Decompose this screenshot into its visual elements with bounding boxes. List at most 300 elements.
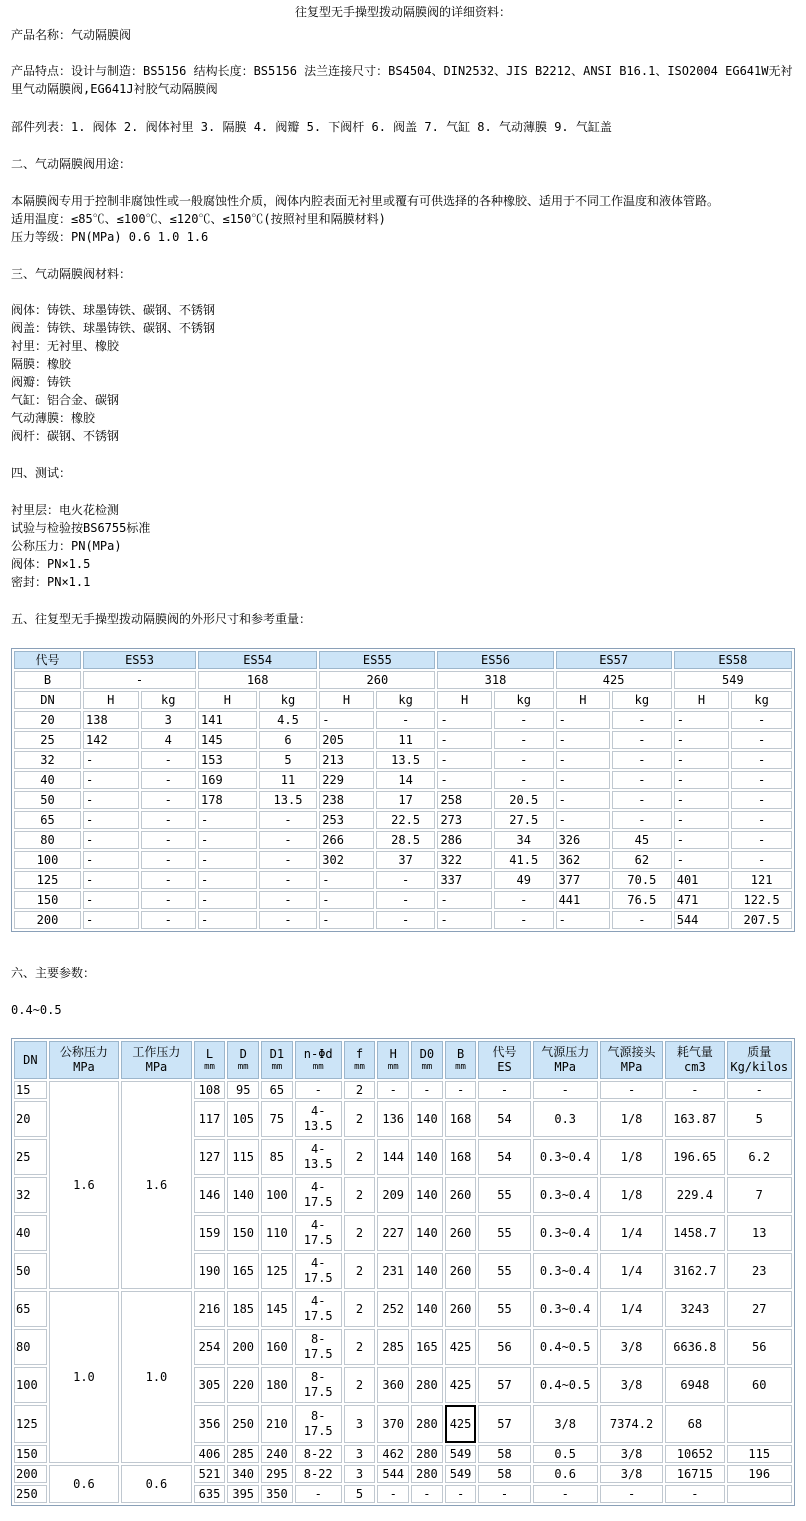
value-cell: 3/8 [600, 1445, 663, 1463]
col-l [194, 1041, 226, 1079]
value-cell: - [674, 791, 730, 809]
value-cell: 6.2 [727, 1139, 793, 1175]
value-cell: 165 [411, 1329, 443, 1365]
value-cell: - [141, 791, 197, 809]
value-cell: 10652 [665, 1445, 724, 1463]
value-cell: - [83, 911, 139, 929]
usage-text: 本隔膜阀专用于控制非腐蚀性或一般腐蚀性介质，阀体内腔表面无衬里或覆有可供选择的各种橡胶、适用于不同工作温度和液体管路。 [11, 194, 720, 208]
dn-cell: 20 [14, 711, 81, 729]
value-cell: - [600, 1081, 663, 1099]
value-cell: 401 [674, 871, 730, 889]
value-cell: 108 [194, 1081, 226, 1099]
value-cell: 209 [377, 1177, 409, 1213]
value-cell: - [731, 791, 792, 809]
value-cell: - [83, 831, 139, 849]
dn-cell: 80 [14, 831, 81, 849]
h-label: H [556, 691, 610, 709]
material-item: 阀盖：铸铁、球墨铸铁、碳钢、不锈钢 [11, 321, 216, 335]
dn-cell: 25 [14, 1139, 47, 1175]
value-cell: 1/8 [600, 1177, 663, 1213]
section-3-heading: 三、气动隔膜阀材料： [11, 267, 132, 281]
value-cell: 138 [83, 711, 139, 729]
h-label: H [437, 691, 491, 709]
value-cell: 117 [194, 1101, 226, 1137]
value-cell: 140 [411, 1215, 443, 1251]
value-cell: 146 [194, 1177, 226, 1213]
value-cell: 207.5 [731, 911, 792, 929]
value-cell: 17 [376, 791, 436, 809]
value-cell: 7374.2 [600, 1405, 663, 1443]
material-item: 阀瓣：铸铁 [11, 375, 72, 389]
value-cell: 280 [411, 1405, 443, 1443]
code-cell: ES58 [674, 651, 792, 669]
table-row [14, 871, 792, 889]
value-cell: 2 [344, 1139, 376, 1175]
dn-cell: 100 [14, 851, 81, 869]
value-cell: 4-17.5 [295, 1177, 342, 1213]
value-cell: 231 [377, 1253, 409, 1289]
main-parameters-table [11, 1038, 795, 1506]
value-cell: - [437, 891, 491, 909]
value-cell: - [319, 871, 373, 889]
product-name: 产品名称：气动隔膜阀 [11, 28, 132, 42]
value-cell: 4-17.5 [295, 1215, 342, 1251]
b-label: B [14, 671, 81, 689]
header-unit: mm [421, 1062, 433, 1072]
value-cell: - [83, 771, 139, 789]
value-cell: 2 [344, 1367, 376, 1403]
test-item: 公称压力：PN(MPa) [11, 539, 122, 553]
value-cell: 340 [227, 1465, 259, 1483]
table-row [14, 811, 792, 829]
value-cell: 0.3~0.4 [533, 1253, 598, 1289]
value-cell: 56 [727, 1329, 793, 1365]
dn-cell: 20 [14, 1101, 47, 1137]
table-row [14, 1081, 792, 1099]
value-cell: 406 [194, 1445, 226, 1463]
value-cell: 0.4~0.5 [533, 1367, 598, 1403]
value-cell: - [295, 1485, 342, 1503]
value-cell: - [556, 811, 610, 829]
value-cell: 159 [194, 1215, 226, 1251]
value-cell: 85 [261, 1139, 293, 1175]
value-cell: 11 [376, 731, 436, 749]
value-cell: 4-13.5 [295, 1139, 342, 1175]
value-cell: 0.6 [533, 1465, 598, 1483]
value-cell: - [727, 1081, 793, 1099]
b-cell: 318 [437, 671, 553, 689]
nominal-pressure-cell: 1.6 [49, 1081, 120, 1289]
value-cell: 76.5 [612, 891, 672, 909]
value-cell: 14 [376, 771, 436, 789]
value-cell: 285 [377, 1329, 409, 1365]
value-cell: 250 [227, 1405, 259, 1443]
nominal-pressure-cell: 0.6 [49, 1465, 120, 1503]
value-cell: 254 [194, 1329, 226, 1365]
header-unit: mm [204, 1062, 215, 1072]
value-cell: - [376, 711, 436, 729]
col-f [344, 1041, 376, 1079]
value-cell: - [478, 1081, 530, 1099]
test-item: 衬里层：电火花检测 [11, 503, 120, 517]
value-cell: 253 [319, 811, 373, 829]
test-item: 阀体：PN×1.5 [11, 557, 91, 571]
value-cell: - [445, 1081, 477, 1099]
value-cell: 5 [259, 751, 318, 769]
value-cell: - [319, 891, 373, 909]
value-cell: - [612, 791, 672, 809]
section-6-heading: 六、主要参数： [11, 966, 96, 980]
dn-cell: 150 [14, 1445, 47, 1463]
col-d1 [261, 1041, 293, 1079]
col-nominal-pressure [49, 1041, 120, 1079]
value-cell: 8-22 [295, 1445, 342, 1463]
value-cell: 3 [344, 1465, 376, 1483]
section-2-heading: 二、气动隔膜阀用途： [11, 157, 132, 171]
header-unit: Kg/kilos [730, 1060, 789, 1074]
value-cell: 140 [411, 1291, 443, 1327]
value-cell: - [198, 911, 257, 929]
value-cell: 56 [478, 1329, 530, 1365]
code-cell: ES54 [198, 651, 317, 669]
value-cell: 145 [198, 731, 257, 749]
dn-cell: 32 [14, 751, 81, 769]
value-cell: 0.3~0.4 [533, 1177, 598, 1213]
dn-cell: 25 [14, 731, 81, 749]
header-unit: mm [312, 1062, 324, 1072]
value-cell: 5 [344, 1485, 376, 1503]
value-cell: 635 [194, 1485, 226, 1503]
table-row [14, 851, 792, 869]
header-row [14, 1041, 792, 1079]
col-h [377, 1041, 409, 1079]
value-cell: - [437, 711, 491, 729]
col-mass [727, 1041, 793, 1079]
value-cell: 521 [194, 1465, 226, 1483]
value-cell: - [83, 891, 139, 909]
value-cell: 252 [377, 1291, 409, 1327]
dn-cell: 15 [14, 1081, 47, 1099]
value-cell: 142 [83, 731, 139, 749]
value-cell: 125 [261, 1253, 293, 1289]
dn-cell: 40 [14, 1215, 47, 1251]
value-cell: - [437, 911, 491, 929]
table-row [14, 751, 792, 769]
header-unit: MPa [554, 1060, 577, 1074]
col-n-phid [295, 1041, 342, 1079]
value-cell: - [556, 911, 610, 929]
b-cell: - [83, 671, 196, 689]
table-row [14, 1465, 792, 1483]
value-cell: 210 [261, 1405, 293, 1443]
value-cell: 260 [445, 1253, 477, 1289]
value-cell: 13.5 [259, 791, 318, 809]
value-cell: 127 [194, 1139, 226, 1175]
value-cell: 2 [344, 1215, 376, 1251]
value-cell: 8-17.5 [295, 1367, 342, 1403]
material-item: 衬里：无衬里、橡胶 [11, 339, 120, 353]
value-cell: 302 [319, 851, 373, 869]
header-label: 代号 [492, 1045, 517, 1059]
value-cell: - [674, 831, 730, 849]
value-cell: 2 [344, 1291, 376, 1327]
value-cell: - [198, 831, 257, 849]
value-cell: 258 [437, 791, 491, 809]
value-cell: - [141, 851, 197, 869]
value-cell: 549 [445, 1465, 477, 1483]
value-cell: 326 [556, 831, 610, 849]
value-cell: 425 [445, 1367, 477, 1403]
header-label: D1 [269, 1047, 285, 1061]
col-air-joint [600, 1041, 663, 1079]
value-cell: 5 [727, 1101, 793, 1137]
value-cell: 115 [727, 1445, 793, 1463]
value-cell: 150 [227, 1215, 259, 1251]
value-cell: 23 [727, 1253, 793, 1289]
value-cell: 140 [411, 1253, 443, 1289]
value-cell: 7 [727, 1177, 793, 1213]
test-item: 试验与检验按BS6755标准 [11, 521, 151, 535]
table-row [14, 911, 792, 929]
value-cell: - [198, 891, 257, 909]
header-unit: mm [271, 1062, 283, 1072]
test-item: 密封：PN×1.1 [11, 575, 91, 589]
value-cell: 168 [445, 1139, 477, 1175]
header-label: 气源压力 [541, 1045, 590, 1059]
dn-cell: 100 [14, 1367, 47, 1403]
col-d0 [411, 1041, 443, 1079]
value-cell: 55 [478, 1253, 530, 1289]
value-cell: 205 [319, 731, 373, 749]
value-cell: 13 [727, 1215, 793, 1251]
value-cell: 3/8 [533, 1405, 598, 1443]
material-item: 隔膜：橡胶 [11, 357, 72, 371]
header-unit: mm [237, 1062, 249, 1072]
value-cell: 286 [437, 831, 491, 849]
value-cell: - [141, 891, 197, 909]
value-cell: 196.65 [665, 1139, 724, 1175]
value-cell: 60 [727, 1367, 793, 1403]
value-cell: - [612, 771, 672, 789]
value-cell: - [259, 851, 318, 869]
dn-cell: 65 [14, 1291, 47, 1327]
unit-row [14, 691, 792, 709]
col-air-consumption [665, 1041, 724, 1079]
value-cell: 95 [227, 1081, 259, 1099]
value-cell: 70.5 [612, 871, 672, 889]
value-cell: 58 [478, 1445, 530, 1463]
h-label: H [198, 691, 257, 709]
value-cell: 141 [198, 711, 257, 729]
table-row [14, 791, 792, 809]
value-cell: 220 [227, 1367, 259, 1403]
value-cell: 240 [261, 1445, 293, 1463]
value-cell: - [319, 911, 373, 929]
value-cell: 462 [377, 1445, 409, 1463]
value-cell: 8-17.5 [295, 1329, 342, 1365]
working-pressure-cell: 1.6 [121, 1081, 192, 1289]
value-cell: - [259, 831, 318, 849]
value-cell: 3 [141, 711, 197, 729]
header-label: 工作压力 [132, 1045, 181, 1059]
value-cell: 229.4 [665, 1177, 724, 1213]
value-cell: 280 [411, 1367, 443, 1403]
value-cell: - [377, 1485, 409, 1503]
value-cell: 13.5 [376, 751, 436, 769]
value-cell: - [731, 811, 792, 829]
value-cell: 360 [377, 1367, 409, 1403]
header-label: 气源接头 [607, 1045, 656, 1059]
material-item: 气缸：铝合金、碳钢 [11, 393, 120, 407]
value-cell: 0.3~0.4 [533, 1291, 598, 1327]
value-cell: - [259, 911, 318, 929]
value-cell: 362 [556, 851, 610, 869]
value-cell: 168 [445, 1101, 477, 1137]
h-label: H [319, 691, 373, 709]
value-cell: 6636.8 [665, 1329, 724, 1365]
value-cell: - [556, 751, 610, 769]
value-cell: - [665, 1485, 724, 1503]
value-cell: 395 [227, 1485, 259, 1503]
value-cell: 3 [344, 1405, 376, 1443]
kg-label: kg [376, 691, 436, 709]
value-cell: - [494, 731, 554, 749]
value-cell: 55 [478, 1291, 530, 1327]
value-cell: 0.3 [533, 1101, 598, 1137]
value-cell: 22.5 [376, 811, 436, 829]
value-cell: - [494, 891, 554, 909]
code-cell: ES56 [437, 651, 553, 669]
value-cell: 1458.7 [665, 1215, 724, 1251]
value-cell: - [731, 851, 792, 869]
value-cell: - [612, 811, 672, 829]
value-cell: 169 [198, 771, 257, 789]
value-cell: - [674, 811, 730, 829]
value-cell: 4-17.5 [295, 1253, 342, 1289]
value-cell: - [674, 751, 730, 769]
value-cell: - [612, 731, 672, 749]
working-pressure-cell: 1.0 [121, 1291, 192, 1463]
header-label: f [355, 1047, 364, 1061]
col-air-pressure [533, 1041, 598, 1079]
value-cell: - [259, 891, 318, 909]
value-cell: 337 [437, 871, 491, 889]
code-cell: ES53 [83, 651, 196, 669]
value-cell: 140 [411, 1101, 443, 1137]
value-cell: - [556, 731, 610, 749]
h-label: H [83, 691, 139, 709]
value-cell: - [259, 811, 318, 829]
material-item: 气动薄膜：橡胶 [11, 411, 96, 425]
value-cell: - [600, 1485, 663, 1503]
value-cell: 0.3~0.4 [533, 1215, 598, 1251]
h-label: H [674, 691, 730, 709]
header-unit: MPa [145, 1060, 168, 1074]
b-cell: 549 [674, 671, 792, 689]
value-cell: 57 [478, 1367, 530, 1403]
value-cell: 55 [478, 1215, 530, 1251]
col-b [445, 1041, 477, 1079]
value-cell: - [731, 831, 792, 849]
value-cell: 544 [674, 911, 730, 929]
header-unit: mm [455, 1062, 466, 1072]
value-cell: 2 [344, 1329, 376, 1365]
value-cell: 4.5 [259, 711, 318, 729]
value-cell: 2 [344, 1253, 376, 1289]
dn-cell: 250 [14, 1485, 47, 1503]
value-cell: - [198, 871, 257, 889]
dn-cell: 200 [14, 1465, 47, 1483]
value-cell: 49 [494, 871, 554, 889]
value-cell: 185 [227, 1291, 259, 1327]
value-cell: - [83, 751, 139, 769]
material-item: 阀体：铸铁、球墨铸铁、碳钢、不锈钢 [11, 303, 216, 317]
value-cell: 471 [674, 891, 730, 909]
value-cell: - [665, 1081, 724, 1099]
value-cell: 145 [261, 1291, 293, 1327]
value-cell: - [674, 711, 730, 729]
value-cell: 2 [344, 1081, 376, 1099]
value-cell: 260 [445, 1291, 477, 1327]
value-cell: - [198, 811, 257, 829]
value-cell: - [141, 911, 197, 929]
b-row [14, 671, 792, 689]
header-unit: mm [387, 1062, 399, 1072]
value-cell: - [83, 791, 139, 809]
pressure-text: 压力等级：PN(MPa) 0.6 1.0 1.6 [11, 230, 209, 244]
value-cell: 280 [411, 1465, 443, 1483]
value-cell: 178 [198, 791, 257, 809]
value-cell: 0.3~0.4 [533, 1139, 598, 1175]
material-item: 阀杆：碳钢、不锈钢 [11, 429, 120, 443]
value-cell: 2 [344, 1177, 376, 1213]
value-cell [727, 1485, 793, 1503]
value-cell: 57 [478, 1405, 530, 1443]
value-cell: - [377, 1081, 409, 1099]
col-working-pressure [121, 1041, 192, 1079]
value-cell: 6948 [665, 1367, 724, 1403]
value-cell: - [411, 1485, 443, 1503]
value-cell: 1/8 [600, 1139, 663, 1175]
dn-cell: 50 [14, 791, 81, 809]
header-unit: MPa [620, 1060, 643, 1074]
value-cell: 1/4 [600, 1215, 663, 1251]
value-cell: - [445, 1485, 477, 1503]
value-cell: 8-22 [295, 1465, 342, 1483]
kg-label: kg [731, 691, 792, 709]
value-cell: 140 [411, 1177, 443, 1213]
value-cell: 11 [259, 771, 318, 789]
value-cell: 37 [376, 851, 436, 869]
value-cell: - [478, 1485, 530, 1503]
value-cell: 260 [445, 1215, 477, 1251]
value-cell: 41.5 [494, 851, 554, 869]
working-pressure-cell: 0.6 [121, 1465, 192, 1503]
col-es [478, 1041, 530, 1079]
value-cell: - [674, 731, 730, 749]
value-cell: 16715 [665, 1465, 724, 1483]
value-cell: 305 [194, 1367, 226, 1403]
value-cell: - [674, 851, 730, 869]
table-row [14, 711, 792, 729]
code-row [14, 651, 792, 669]
value-cell: 163.87 [665, 1101, 724, 1137]
value-cell: - [556, 771, 610, 789]
value-cell: - [556, 791, 610, 809]
value-cell: - [612, 751, 672, 769]
kg-label: kg [141, 691, 197, 709]
header-label: D [239, 1047, 247, 1061]
